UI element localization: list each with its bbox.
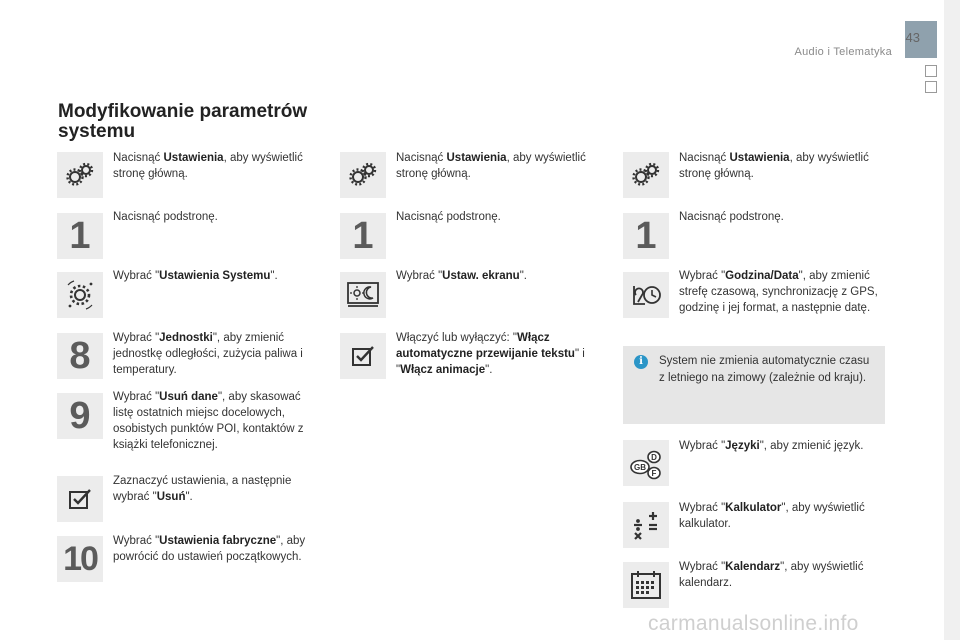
step-text: Wybrać "Jednostki", aby zmienić jednostkę odległości, zużycia paliwa i temperatury. — [113, 332, 303, 376]
lang-gb-label: GB — [634, 463, 646, 472]
lang-f-label: F — [651, 469, 657, 478]
step-number: 9 — [57, 393, 103, 439]
section-title: Audio i Telematyka — [794, 46, 892, 58]
calculator-icon — [623, 502, 669, 548]
step-text: Wybrać "Ustaw. ekranu". — [396, 270, 527, 282]
step-text: Nacisnąć podstronę. — [113, 211, 218, 223]
step-text: Nacisnąć Ustawienia, aby wyświetlić stronę główną. — [113, 152, 303, 180]
page-edge-strip — [944, 0, 960, 640]
page-number: 43 — [905, 30, 920, 45]
info-icon: i — [634, 355, 648, 369]
step-text: Wybrać "Usuń dane", aby skasować listę ostatnich miejsc docelowych, osobistych punktów POI, kontaktów z książki telefonicznej. — [113, 391, 304, 451]
checkbox-icon — [340, 333, 386, 379]
page-title: Modyfikowanie parametrów systemu — [58, 101, 308, 142]
step-text: Wybrać "Ustawienia Systemu". — [113, 270, 278, 282]
watermark: carmanualsonline.info — [648, 612, 859, 635]
step-number: 10 — [57, 536, 103, 582]
lang-d-label: D — [651, 453, 657, 462]
info-text: System nie zmienia automatycznie czasu z letniego na zimowy (zależnie od kraju). — [659, 355, 870, 384]
clock-calendar-icon — [623, 272, 669, 318]
step-number: 1 — [57, 213, 103, 259]
settings-icon — [340, 152, 386, 198]
step-text: Zaznaczyć ustawienia, a następnie wybrać "Usuń". — [113, 475, 292, 503]
languages-icon — [623, 440, 669, 486]
step-text: Wybrać "Ustawienia fabryczne", aby powrócić do ustawień początkowych. — [113, 535, 306, 563]
step-text: Nacisnąć podstronę. — [396, 211, 501, 223]
step-text: Wybrać "Kalendarz", aby wyświetlić kalendarz. — [679, 561, 864, 589]
step-text: Wybrać "Języki", aby zmienić język. — [679, 440, 864, 452]
step-number: 8 — [57, 333, 103, 379]
page-marker-square — [925, 65, 937, 77]
step-number: 1 — [623, 213, 669, 259]
step-text: Nacisnąć Ustawienia, aby wyświetlić stronę główną. — [679, 152, 869, 180]
step-text: Wybrać "Godzina/Data", aby zmienić strefę czasową, synchronizację z GPS, godzinę i jej format, a następnie datę. — [679, 270, 878, 314]
settings-icon — [57, 152, 103, 198]
step-text: Nacisnąć podstronę. — [679, 211, 784, 223]
step-text: Nacisnąć Ustawienia, aby wyświetlić stronę główną. — [396, 152, 586, 180]
page-marker-square — [925, 81, 937, 93]
system-settings-icon — [57, 272, 103, 318]
settings-icon — [623, 152, 669, 198]
step-text: Wybrać "Kalkulator", aby wyświetlić kalkulator. — [679, 502, 865, 530]
screen-settings-icon — [340, 272, 386, 318]
step-number: 1 — [340, 213, 386, 259]
step-text: Włączyć lub wyłączyć: "Włącz automatyczne przewijanie tekstu" i "Włącz animacje". — [396, 332, 585, 376]
checkbox-icon — [57, 476, 103, 522]
calendar-icon — [623, 562, 669, 608]
